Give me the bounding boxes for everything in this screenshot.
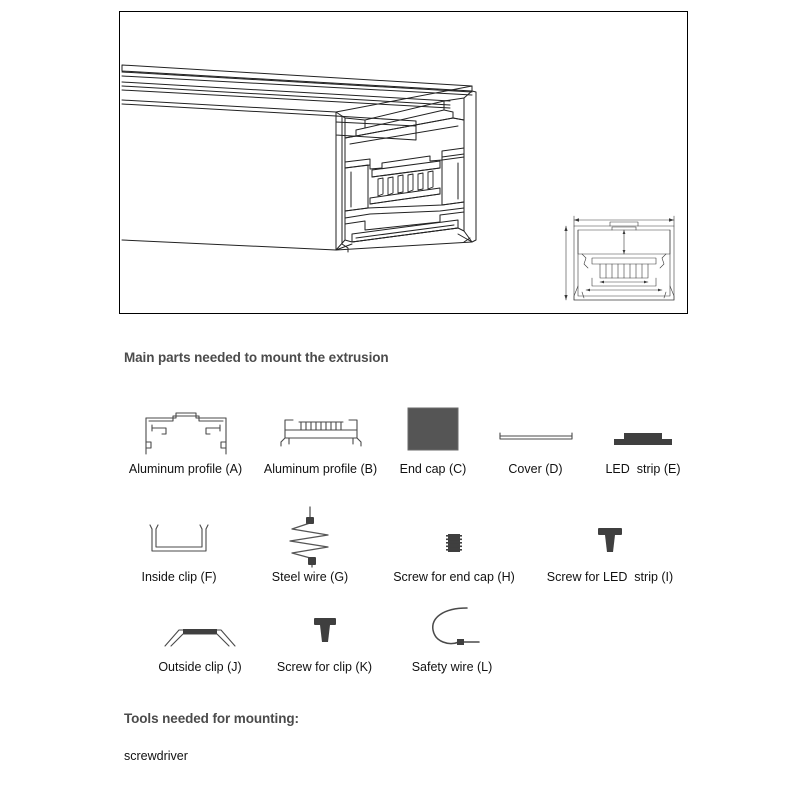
screw-end-cap-icon xyxy=(378,506,530,568)
cover-icon xyxy=(478,398,593,460)
screw-led-strip-icon xyxy=(530,506,690,568)
main-parts-heading: Main parts needed to mount the extrusion xyxy=(124,350,389,365)
part-item-inside-clip xyxy=(118,506,240,596)
part-item-cover xyxy=(478,398,593,488)
aluminum-profile-b-icon xyxy=(253,398,388,460)
parts-row-1 xyxy=(0,398,800,488)
parts-row-2 xyxy=(0,506,800,596)
end-cap-icon xyxy=(388,398,478,460)
part-item-steel-wire xyxy=(245,506,375,596)
part-label: Aluminum profile (B) xyxy=(263,462,378,476)
part-item-screw-clip xyxy=(262,596,387,686)
part-label: Outside clip (J) xyxy=(158,660,242,674)
steel-wire-icon xyxy=(245,506,375,568)
part-label: Cover (D) xyxy=(508,462,563,476)
led-strip-icon xyxy=(593,398,693,460)
part-item-screw-led-strip xyxy=(530,506,690,596)
inside-clip-icon xyxy=(118,506,240,568)
part-item-end-cap xyxy=(388,398,478,488)
cross-section-dimension-drawing xyxy=(562,208,687,308)
safety-wire-icon xyxy=(387,596,517,658)
part-label: Screw for LED strip (I) xyxy=(546,570,674,584)
part-label: Safety wire (L) xyxy=(411,660,493,674)
part-label: LED strip (E) xyxy=(605,462,681,476)
tools-heading: Tools needed for mounting: xyxy=(124,711,299,726)
part-label: Screw for clip (K) xyxy=(276,660,373,674)
screw-clip-icon xyxy=(262,596,387,658)
part-label: Steel wire (G) xyxy=(271,570,349,584)
parts-row-3 xyxy=(0,596,800,686)
part-label: Screw for end cap (H) xyxy=(393,570,515,584)
part-item-aluminum-profile-a xyxy=(118,398,253,488)
part-label: Aluminum profile (A) xyxy=(128,462,243,476)
part-item-screw-end-cap xyxy=(378,506,530,596)
aluminum-profile-a-icon xyxy=(118,398,253,460)
outside-clip-icon xyxy=(130,596,270,658)
tools-list: screwdriver xyxy=(124,749,188,763)
part-item-aluminum-profile-b xyxy=(253,398,388,488)
part-item-safety-wire xyxy=(387,596,517,686)
part-item-led-strip xyxy=(593,398,693,488)
illustration-panel xyxy=(119,11,688,314)
part-label: Inside clip (F) xyxy=(141,570,217,584)
part-label: End cap (C) xyxy=(399,462,467,476)
part-item-outside-clip xyxy=(130,596,270,686)
